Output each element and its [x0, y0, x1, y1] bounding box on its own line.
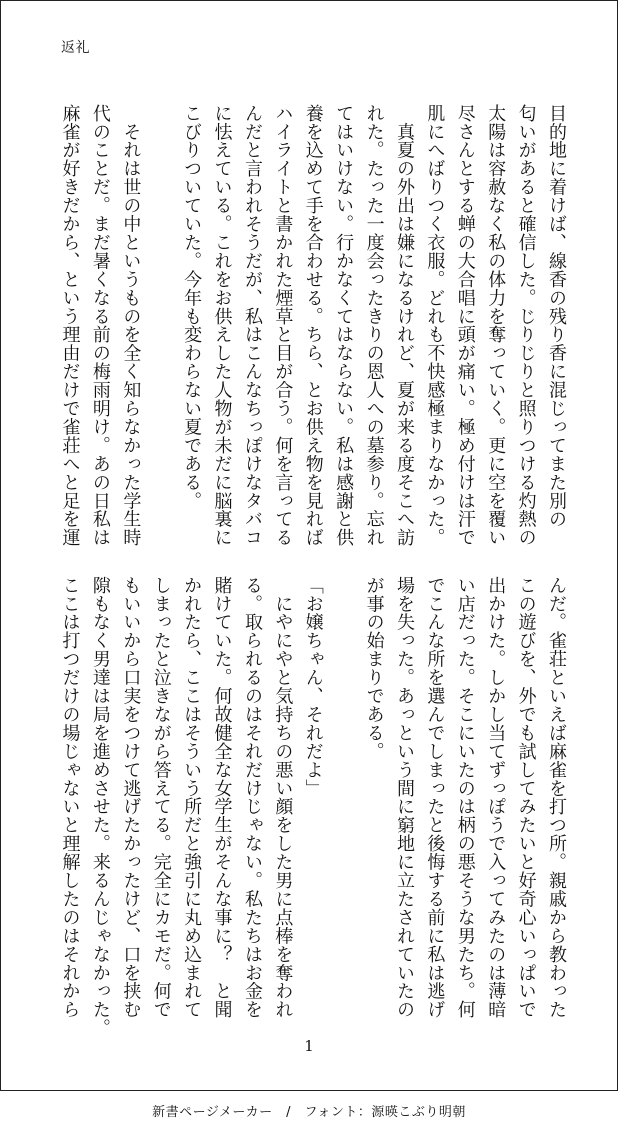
text-column: れた。たった一度会ったきりの恩人への墓参り。忘れ	[363, 104, 385, 547]
text-column: しまったと泣きながら答えてる。完全にカモだ。何で	[150, 576, 172, 1019]
text-column: 真夏の外出は嫌になるけれど、夏が来る度そこへ訪	[393, 104, 415, 547]
text-column: ここは打つだけの場じゃないと理解したのはそれから	[59, 576, 81, 1019]
text-column: が事の始まりである。	[363, 576, 385, 761]
text-column: 尽さんとする蝉の大合唱に頭が痛い。極め付けは汗で	[454, 104, 476, 547]
chapter-title: 返礼	[61, 40, 90, 56]
text-column: 太陽は容赦なく私の体力を奪っていく。更に空を覆い	[485, 104, 507, 547]
text-column: でこんな所を選んでしまったと後悔する前に私は逃げ	[424, 576, 446, 1019]
text-column: 賭けていた。何故健全な女学生がそんな事に？ と聞	[211, 576, 233, 1019]
text-column: こびりついていた。今年も変わらない夏である。	[181, 104, 203, 510]
text-column: 「お嬢ちゃん、それだよ」	[302, 576, 324, 798]
text-block-upper	[51, 104, 571, 547]
text-column: に怯えている。これをお供えした人物が未だに脳裏に	[211, 104, 233, 547]
text-column: もいいから口実をつけて逃げたかったけど、口を挟む	[120, 576, 142, 1019]
text-column: んだ。雀荘といえば麻雀を打つ所。親戚から教わった	[546, 576, 567, 1019]
text-block-lower	[51, 576, 571, 1038]
text-column-blank	[328, 576, 358, 1001]
footer-credit: 新書ページメーカー / フォント：源暎こぶり明朝	[152, 1105, 466, 1120]
text-column: 匂いがあると確信した。じりじりと照りつける灼熱の	[515, 104, 537, 547]
text-column: この遊びを、外でも試してみたいと好奇心いっぱいで	[515, 576, 537, 1019]
text-column: 麻雀が好きだから、という理由だけで雀荘へと足を運	[59, 104, 81, 547]
text-column: にやにやと気持ちの悪い顔をした男に点棒を奪われ	[272, 576, 294, 1019]
text-column: それは世の中というものを全く知らなかった学生時	[120, 104, 142, 547]
text-column: る。取られるのはそれだけじゃない。私たちはお金を	[241, 576, 263, 1019]
page-number: 1	[304, 1037, 314, 1055]
text-column: てはいけない。行かなくてはならない。私は感謝と供	[333, 104, 355, 547]
text-column: 出かけた。しかし当てずっぽうで入ってみたのは薄暗	[485, 576, 507, 1019]
text-column: 代のことだ。まだ暑くなる前の梅雨明け。あの日私は	[89, 104, 111, 547]
text-column: かれたら、ここはそういう所だと強引に丸め込まれて	[181, 576, 203, 1019]
text-column: 場を失った。あっという間に窮地に立たされていたの	[393, 576, 415, 1019]
text-column: 肌にへばりつく衣服。どれも不快感極まりなかった。	[424, 104, 446, 547]
text-column: 養を込めて手を合わせる。ちら、とお供え物を見れば	[302, 104, 324, 547]
text-column: い店だった。そこにいたのは柄の悪そうな男たち。何	[454, 576, 476, 1019]
text-column-blank	[145, 104, 175, 529]
text-column: 隙もなく男達は局を進めさせた。来るんじゃなかった。	[89, 576, 111, 1038]
text-column: ハイライトと書かれた煙草と目が合う。何を言ってる	[272, 104, 294, 547]
text-column: 目的地に着けば、線香の残り香に混じってまた別の	[546, 104, 567, 529]
text-column: んだと言われそうだが、私はこんなちっぽけなタバコ	[241, 104, 263, 547]
